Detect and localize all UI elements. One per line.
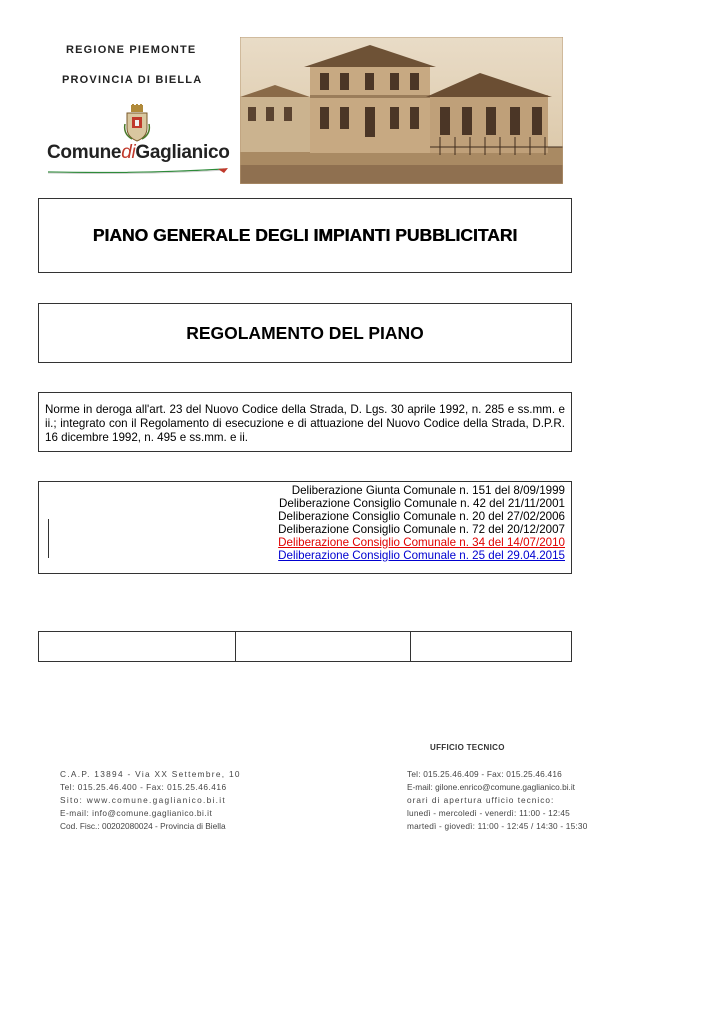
table-cell — [39, 632, 236, 661]
office-title: UFFICIO TECNICO — [430, 743, 505, 752]
deliberation-item: Deliberazione Consiglio Comunale n. 72 del 20/12/2007 — [278, 523, 565, 536]
table-cell — [235, 632, 411, 661]
logo-text-di: di — [121, 142, 136, 163]
deliberation-item: Deliberazione Giunta Comunale n. 151 del 8/09/1999 — [291, 484, 565, 497]
subtitle: REGOLAMENTO DEL PIANO — [186, 322, 424, 343]
opening-hours-title: orari di apertura ufficio tecnico: — [407, 795, 555, 805]
region-name: REGIONE PIEMONTE — [66, 44, 197, 56]
footer-contacts-left — [60, 768, 241, 833]
empty-table — [38, 631, 572, 662]
deliberations-box — [38, 481, 572, 574]
deliberation-link-2015[interactable]: Deliberazione Consiglio Comunale n. 25 del 29.04.2015 — [278, 549, 565, 562]
hours-tue-thu: martedì - giovedì: 11:00 - 12:45 / 14:30 - 15:30 — [407, 821, 588, 831]
footer-contacts-right — [407, 768, 588, 833]
tax-code: Cod. Fisc.: 00202080024 - Provincia di Biella — [60, 821, 226, 831]
coat-of-arms-icon — [122, 104, 152, 142]
deliberation-item: Deliberazione Consiglio Comunale n. 42 del 21/11/2001 — [279, 497, 565, 510]
subtitle-box — [38, 303, 572, 363]
main-title: PIANO GENERALE DEGLI IMPIANTI PUBBLICITARI — [92, 225, 518, 245]
main-title-box — [38, 198, 572, 273]
website: Sito: www.comune.gaglianico.bi.it — [60, 795, 227, 805]
hours-mon-wed-fri: lunedì - mercoledì - venerdì: 11:00 - 12:45 — [407, 808, 570, 818]
phone-fax: Tel: 015.25.46.400 - Fax: 015.25.46.416 — [60, 782, 227, 792]
flag-swoosh-icon — [48, 168, 228, 174]
email: E-mail: info@comune.gaglianico.bi.it — [60, 808, 213, 818]
deliberation-link-2010[interactable]: Deliberazione Consiglio Comunale n. 34 del 14/07/2010 — [278, 536, 565, 549]
office-phone-fax: Tel: 015.25.46.409 - Fax: 015.25.46.416 — [407, 769, 562, 779]
norms-box — [38, 392, 572, 452]
norms-text: Norme in deroga all'art. 23 del Nuovo Codice della Strada, D. Lgs. 30 aprile 1992, n. 285 e ss.mm. e ii.; integrato con il Regolamento di esecuzione e di attuazione del Nuovo Codice della Strada, D.P.R. 16 dicembre 1992, n. 495 e ss.mm. e ii. — [45, 403, 565, 444]
revision-bar — [48, 519, 49, 558]
province-name: PROVINCIA DI BIELLA — [62, 74, 203, 86]
logo-text-gaglianico: Gaglianico — [135, 142, 230, 163]
logo-text-comune: Comune — [47, 142, 122, 163]
address: C.A.P. 13894 - Via XX Settembre, 10 — [60, 769, 241, 779]
office-email: E-mail: gilone.enrico@comune.gaglianico.bi.it — [407, 782, 575, 792]
municipality-logo — [47, 142, 230, 164]
deliberation-item: Deliberazione Consiglio Comunale n. 20 del 27/02/2006 — [278, 510, 565, 523]
deliberations-list — [278, 484, 565, 562]
town-hall-photo — [240, 37, 563, 184]
